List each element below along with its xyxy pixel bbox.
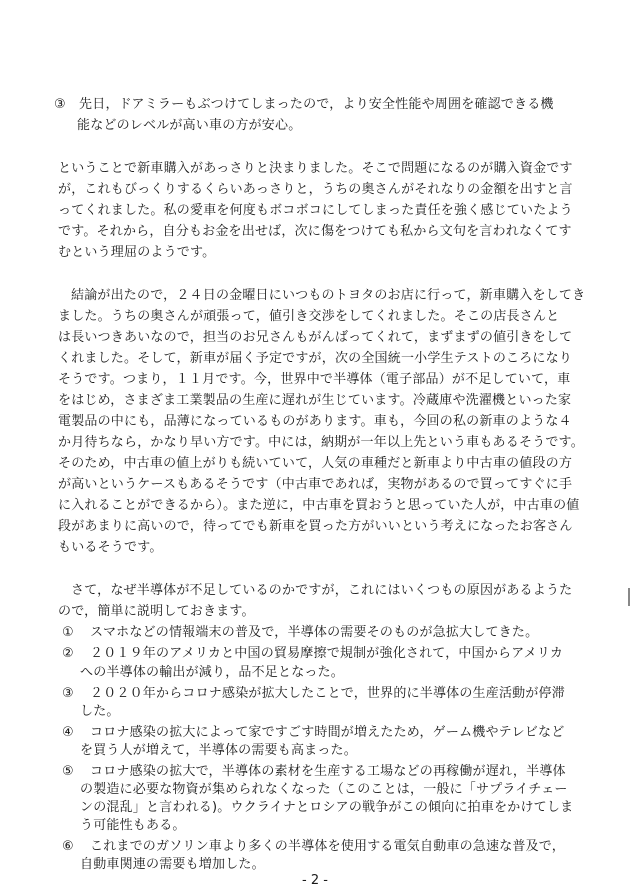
paragraph-1-line: ということで新車購入があっさりと決まりました。そこで問題になるのが購入資金です (58, 161, 573, 176)
paragraph-2-line: に入れることができるから）。また逆に，中古車を買おうと思っていた人が，中古車の値 (58, 498, 580, 513)
paragraph-2-line: もいるそうです。 (58, 540, 163, 555)
list-marker: ① (62, 625, 74, 640)
list-marker: ② (62, 646, 74, 661)
list-item-line: スマホなどの情報端末の普及で，半導体の需要そのものが急拡大してきた。 (90, 625, 539, 640)
paragraph-2-line: 結論が出たので，２４日の金曜日にいつものトヨタのお店に行って，新車購入をしてき (71, 288, 586, 303)
list-item-line: 自動車関連の需要も増加した。 (80, 857, 265, 872)
paragraph-2-line: そのため，中古車の値上がりも続いていて，人気の車種だと新車より中古車の値段の方 (58, 456, 573, 471)
list-item-line: ２０１９年のアメリカと中国の貿易摩擦で規制が強化されて，中国からアメリカ (90, 646, 564, 661)
paragraph-1-line: です。それから，自分もお金を出せば，次に傷をつけても私から文句を言われなくてす (58, 224, 572, 239)
list-marker: ⑥ (62, 839, 74, 854)
paragraph-3-line: さて，なぜ半導体が不足しているのかですが，これにはいくつもの原因があるようた (71, 583, 573, 598)
list-item-line: の製造に必要な物資が集められなくなった（このことは，一般に「サプライチェー (80, 782, 568, 797)
paragraph-2-line: 電製品の中にも，品薄になっているものがあります。車も，今回の私の新車のような４ (58, 414, 572, 429)
item3-line-2: 能などのレベルが高い車の方が安心。 (77, 118, 302, 133)
list-item-line: コロナ感染の拡大で，半導体の素材を生産する工場などの再稼働が遅れ，半導体 (90, 764, 566, 779)
list-item-line: ンの混乱」と言われる)。ウクライナとロシアの戦争がこの傾向に拍車をかけてしま (80, 800, 574, 815)
list-item-line: コロナ感染の拡大によって家ですごす時間が増えたため，ゲーム機やテレビなど (90, 725, 565, 740)
paragraph-2-line: が高いというケースもあるそうです（中古車であれば，実物があるので買ってすぐに手 (58, 477, 573, 492)
paragraph-2-line: は長いつきあいなので，担当のお兄さんもがんばってくれて，まずまずの値引きをして (58, 330, 573, 345)
paragraph-3-line: ので，簡単に説明しておきます。 (58, 604, 255, 619)
paragraph-2-line: そうです。つまり，１１月です。今，世界中で半導体（電子部品）が不足していて，車 (58, 372, 571, 387)
paragraph-2-line: か月待ちなら，かなり早い方です。中には，納期が一年以上先という車もあるそうです。 (58, 435, 584, 450)
paragraph-2-line: 段があまりに高いので，待ってでも新車を買った方がいいという考えになったお客さん (58, 519, 573, 534)
paragraph-1-line: むという理屈のようです。 (58, 245, 216, 260)
item3-line-1: ③ 先日，ドアミラーもぶつけてしまったので，より安全性能や周囲を確認できる機 (54, 97, 554, 112)
list-item-line: ２０２０年からコロナ感染が拡大したことで，世界的に半導体の生産活動が停滞 (90, 686, 565, 701)
list-item-line: を買う人が増えて，半導体の需要も高まった。 (80, 743, 357, 758)
list-item-line: した。 (80, 704, 120, 719)
list-item-line: う可能性もある。 (80, 818, 186, 833)
list-item-line: これまでのガソリン車より多くの半導体を使用する電気自動車の急速な普及で， (90, 839, 565, 854)
paragraph-2-line: ました。うちの奥さんが頑張って，値引き交渉をしてくれました。そこの店長さんと (58, 309, 560, 324)
list-marker: ③ (62, 686, 74, 701)
paragraph-2-line: くれました。そして，新車が届く予定ですが，次の全国統一小学生テストのころになり (58, 351, 573, 366)
list-marker: ④ (62, 725, 74, 740)
paragraph-1-line: が，これもびっくりするくらいあっさりと，うちの奥さんがそれなりの金額を出すと言 (58, 182, 573, 197)
paragraph-2-line: をはじめ，さまざま工業製品の生産に遅れが生じています。冷蔵庫や洗濯機といった家 (58, 393, 572, 408)
list-marker: ⑤ (62, 764, 74, 779)
paragraph-1-line: ってくれました。私の愛車を何度もボコボコにしてしまった責任を強く感じていたよう (58, 203, 573, 218)
list-item-line: への半導体の輸出が減り，品不足となった。 (80, 665, 345, 680)
page-number: - 2 - (302, 873, 328, 888)
